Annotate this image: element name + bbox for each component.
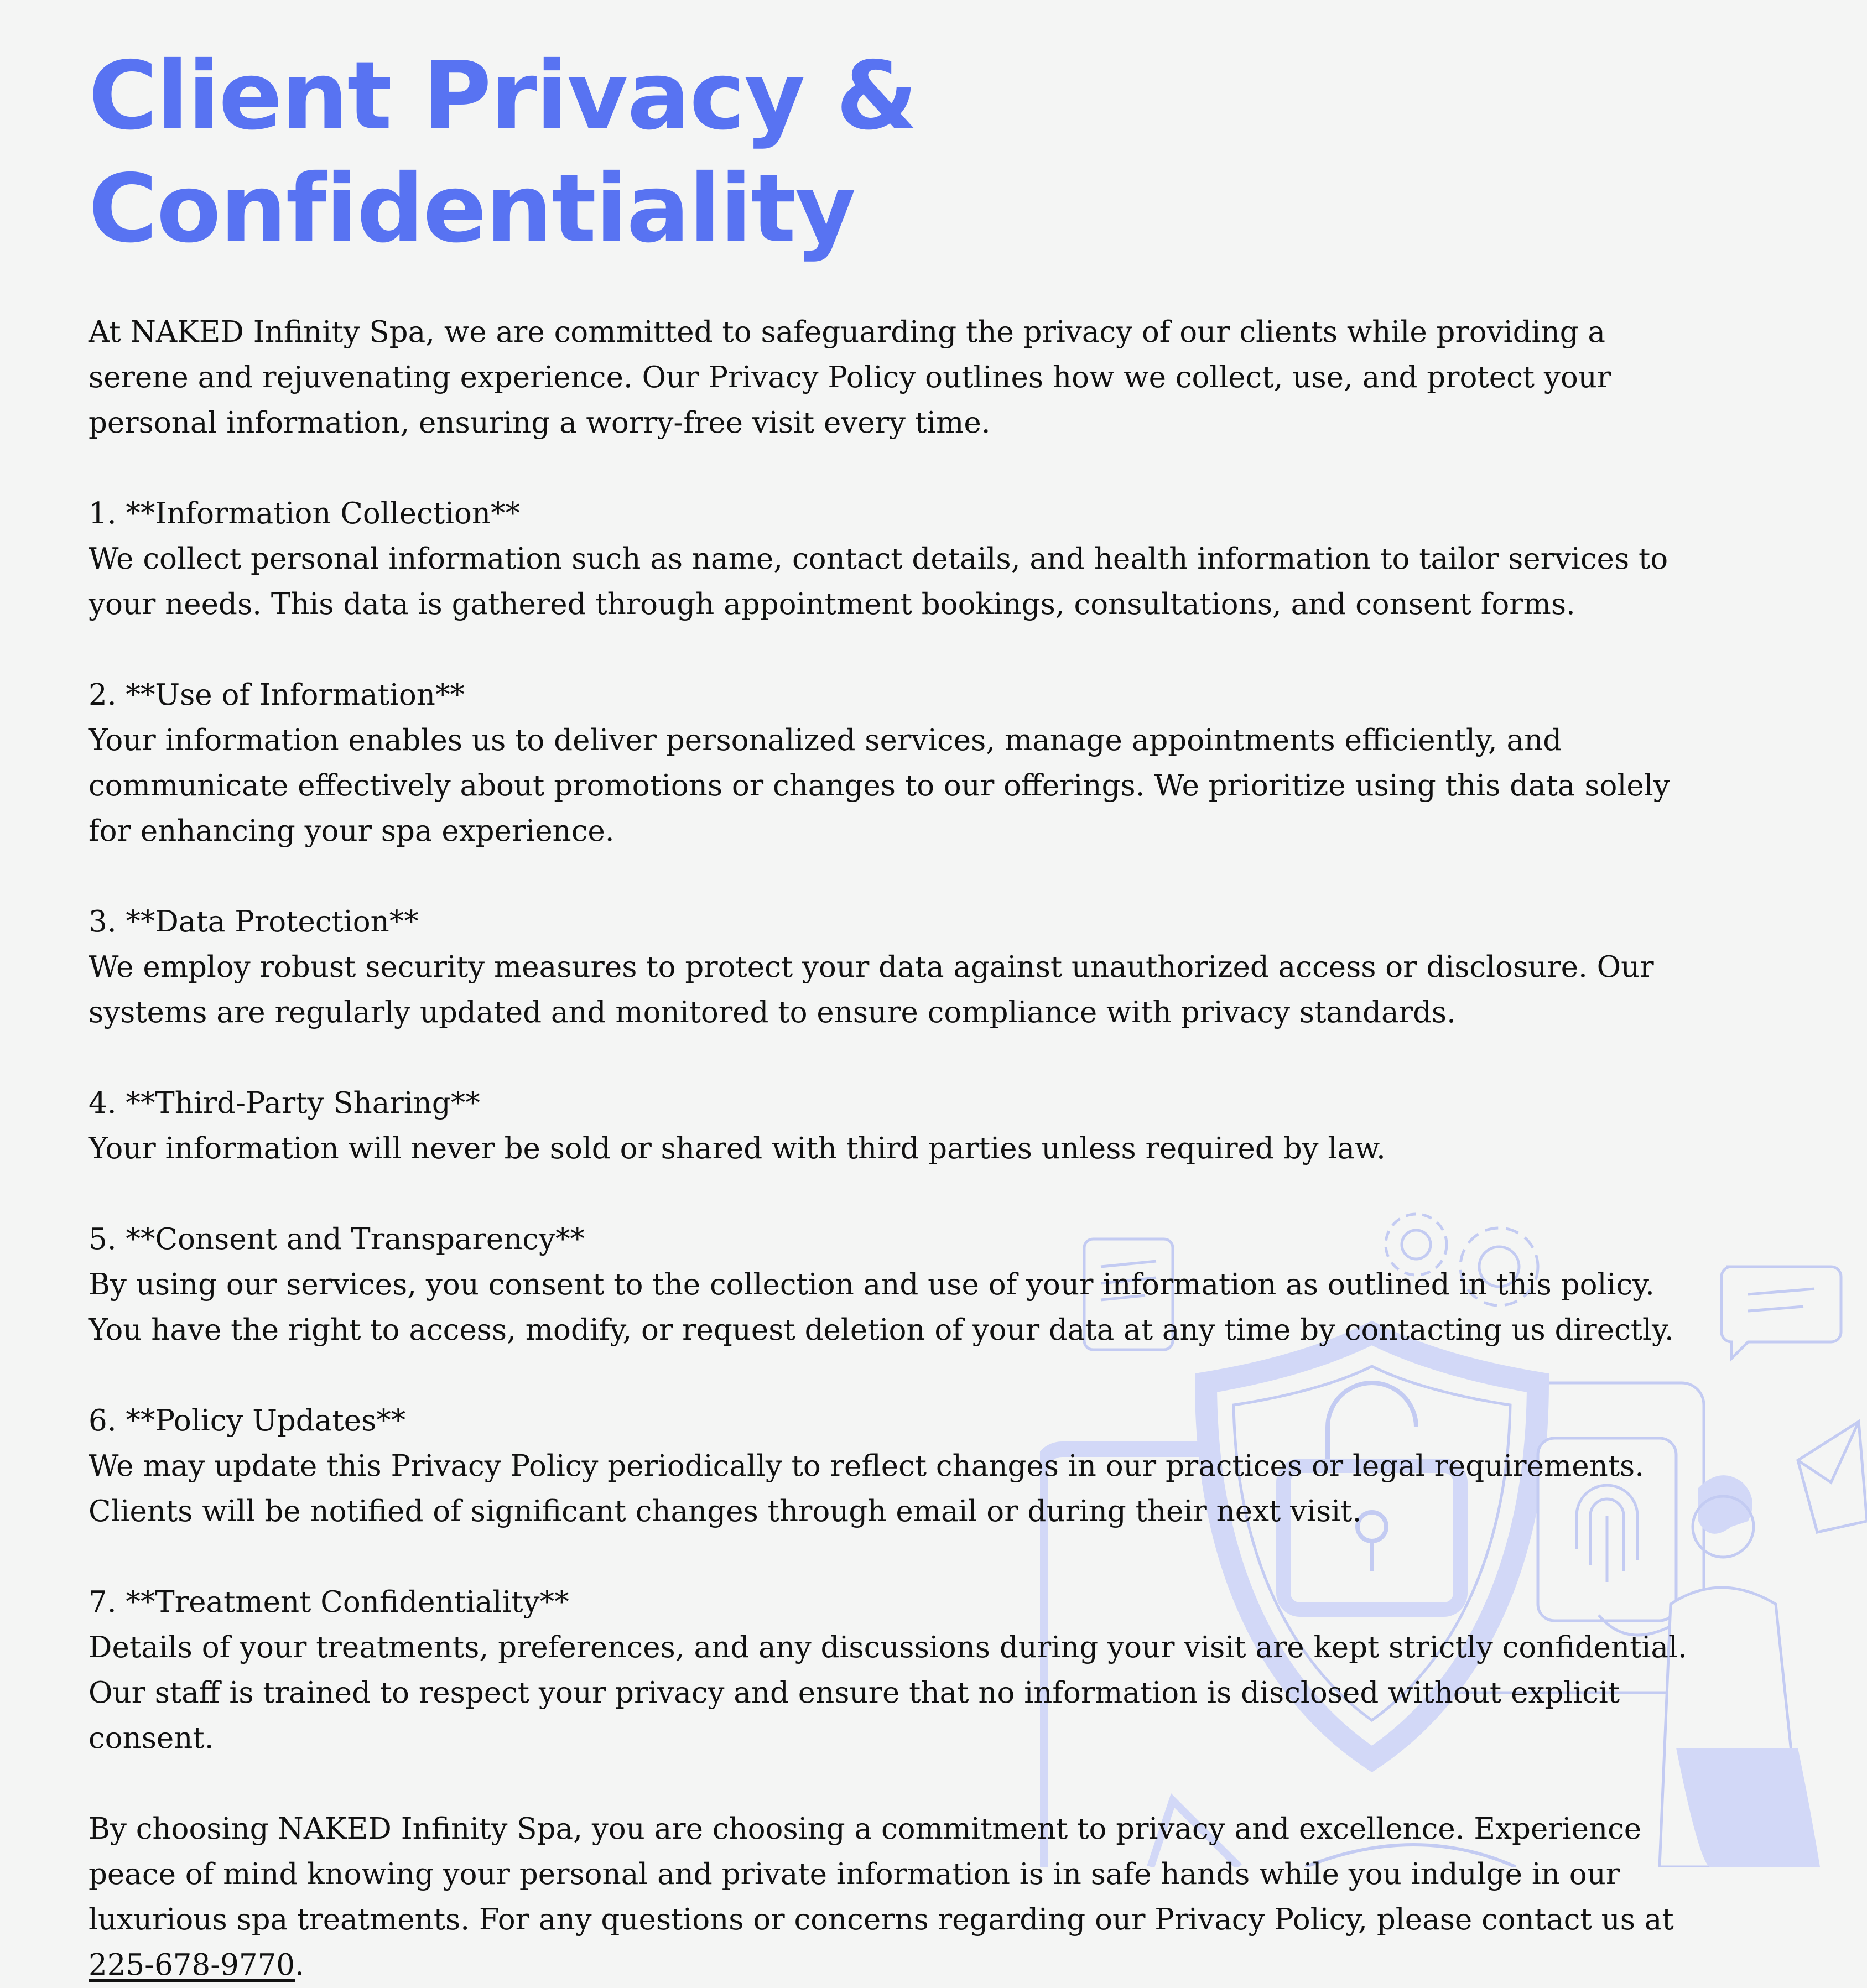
section-text: Your information enables us to deliver personalized services, manage appointments efficiently, and communicate effectively about promotions or changes to our offerings. We prioritize using this data solely for enhancing your spa experience. <box>89 724 1670 848</box>
section-information-collection <box>89 491 1693 627</box>
section-heading: 7. **Treatment Confidentiality** <box>89 1585 569 1619</box>
section-heading: 6. **Policy Updates** <box>89 1404 406 1438</box>
intro-paragraph: At NAKED Infinity Spa, we are committed to safeguarding the privacy of our clients while providing a serene and rejuvenating experience. Our Privacy Policy outlines how we collect, use, and protect your personal information, ensuring a worry-free visit every time. <box>89 315 1611 440</box>
section-heading: 1. **Information Collection** <box>89 497 521 530</box>
section-policy-updates <box>89 1398 1693 1534</box>
chat-bubble-icon <box>1722 1267 1841 1359</box>
section-heading: 4. **Third-Party Sharing** <box>89 1086 480 1120</box>
section-heading: 2. **Use of Information** <box>89 678 465 712</box>
section-heading: 5. **Consent and Transparency** <box>89 1222 585 1256</box>
section-text: We may update this Privacy Policy periodically to reflect changes in our practices or legal requirements. Clients will be notified of significant changes through email or during their next visit. <box>89 1449 1645 1528</box>
section-consent-and-transparency <box>89 1217 1693 1353</box>
section-text: We employ robust security measures to protect your data against unauthorized access or disclosure. Our systems are regularly updated and monitored to ensure compliance with privacy standards. <box>89 950 1654 1029</box>
section-treatment-confidentiality <box>89 1580 1693 1761</box>
section-third-party-sharing <box>89 1081 1693 1172</box>
section-text: We collect personal information such as name, contact details, and health information to tailor services to your needs. This data is gathered through appointment bookings, consultations, and consent forms. <box>89 542 1668 621</box>
section-text: Details of your treatments, preferences, and any discussions during your visit are kept strictly confidential. Our staff is trained to respect your privacy and ensure that no information is disclosed without explicit consent. <box>89 1631 1687 1755</box>
page-title: Client Privacy & Confidentiality <box>89 41 917 264</box>
closing-period: . <box>295 1948 304 1982</box>
section-text: By using our services, you consent to the collection and use of your information as outlined in this policy. You have the right to access, modify, or request deletion of your data at any time by contacting us directly. <box>89 1268 1674 1347</box>
section-heading: 3. **Data Protection** <box>89 905 419 939</box>
phone-link[interactable]: 225-678-9770 <box>89 1948 295 1982</box>
envelope-icon <box>1798 1422 1867 1532</box>
privacy-policy-document <box>89 40 1693 1988</box>
section-text: Your information will never be sold or shared with third parties unless required by law. <box>89 1132 1386 1165</box>
section-data-protection <box>89 899 1693 1035</box>
section-use-of-information <box>89 673 1693 854</box>
closing-text: By choosing NAKED Infinity Spa, you are choosing a commitment to privacy and excellence. Experience peace of mind knowing your personal and private information is in safe hands while you indulge in our luxurious spa treatments. For any questions or concerns regarding our Privacy Policy, please contact us at <box>89 1812 1674 1937</box>
closing-paragraph <box>89 1807 1693 1988</box>
